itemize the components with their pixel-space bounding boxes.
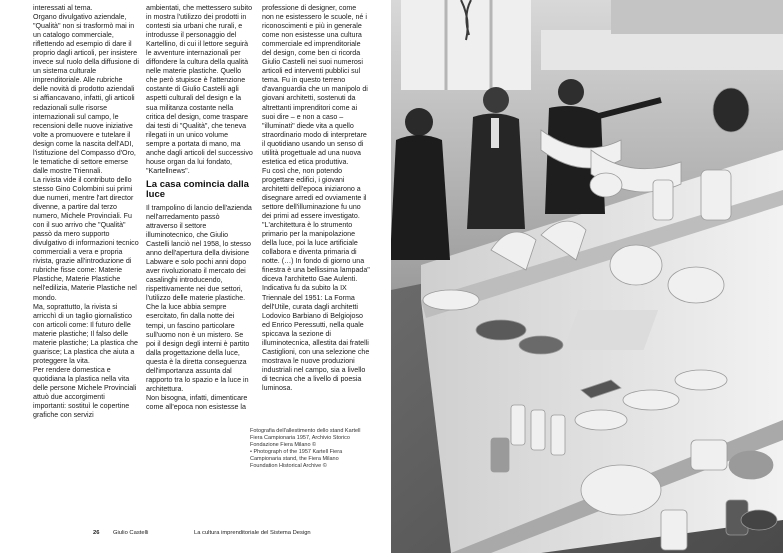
paragraph: Non bisogna, infatti, dimenticare come all'epoca non esistesse la (146, 393, 248, 411)
section-heading: La casa comincia dalla luce (146, 178, 249, 201)
paragraph: "L'architettura è lo strumento primario per la manipolazione della luce, poi la luce artificiale collabora e diventa primaria di notte. (…) In fondo di giorno una finestra è una bellissima lampada" diceva l'architetto Gae Aulenti. (262, 221, 370, 284)
caption-english: • Photograph of the 1957 Kartell Fiera Campionaria stand, the Fiera Milano Foundation Historical Archive © (250, 449, 343, 469)
right-page-photo (391, 0, 783, 553)
paragraph: Organo divulgativo aziendale, "Qualità" non si trasformò mai in un catalogo commerciale, riflettendo ad esempio di dare il proprio dagli articoli, per insistere invece sul ruolo della diffusione di un sistema culturale imprenditoriale. Alle rubriche delle novità di prodotto aziendali si affiancavano, infatti, gli articoli redazionali sulle risorse internazionali sul campo, le recensioni delle nuove iniziative volte a promuovere e tutelare il design come la nascita dell'ADI, l'istituzione del Compasso d'Oro, le tematiche di settore emerse dalle mostre Triennali. (33, 13, 139, 175)
paragraph: Fu così che, non potendo progettare edifici, i giovani architetti dell'epoca iniziarono a disegnare arredi ed ovviamente il settore dell'illuminazione fu uno dei primi ad essere investigato. (262, 166, 367, 221)
page-number: 26 (93, 530, 100, 536)
paragraph: interessati al tema. (33, 4, 93, 12)
footer-author: Giulio Castelli (113, 530, 149, 536)
paragraph: Il trampolino di lancio dell'azienda nell'arredamento passò attraverso il settore illuminotecnico, che Giulio Castelli lanciò nel 1958, lo stesso anno dell'apertura della divisione Labware e solo pochi anni dopo aver rivoluzionato il mercato dei casalinghi introducendo, rispettivamente nei due settori, l'utilizzo delle materie plastiche. (146, 203, 252, 303)
paragraph: ambientati, che mettessero subito in mostra l'utilizzo dei prodotti in contesti sia urbani che rurali, e introdusse il personaggio del Kartellino, di cui il lettore seguirà le avventure internazionali per diffondere la cultura della qualità nelle materie plastiche. Quello che però stupisce è l'attenzione costante di Giulio Castelli agli aspetti culturali del design e la sua militanza costante nella critica del design, come traspare dai testi di "Qualità", che teneva rilegati in un unico volume sempre a portata di mano, ma anche dagli articoli del successivo house organ da lui fondato, "Kartellnews". (146, 4, 253, 175)
caption-italian: Fotografia dell'allestimento dello stand Kartell Fiera Campionaria 1957, Archivio Storico Fondazione Fiera Milano © (250, 428, 361, 448)
paragraph: Ma, soprattutto, la rivista si arricchì di un taglio giornalistico con articoli come: Il futuro delle materie plastiche; Il falso delle materie plastiche; La plastica che guarisce; La plastica che aiuta a proteggere la vita. (33, 302, 138, 365)
text-column-3 (262, 4, 370, 393)
left-page (0, 0, 391, 553)
paragraph: Per rendere domestica e quotidiana la plastica nella vita delle persone Michele Provinciali attuò due accorgimenti importanti: sostituì le copertine grafiche con servizi (33, 365, 137, 420)
footer-title: La cultura imprenditoriale del Sistema Design (194, 530, 311, 536)
photo-caption (250, 428, 362, 470)
paragraph: La rivista vide il contributo dello stesso Gino Colombini sui primi due numeri, mentre l'art director divenne, a partire dal terzo numero, Michele Provinciali. Fu con il suo arrivo che "Qualità" passò da mero supporto divulgativo di informazioni tecnico commerciali a vera e propria rivista, grazie all'introduzione di rubriche fisse come: Materie Plastiche, Materie Plastiche nell'edilizia, Materie Plastiche nel mondo. (33, 175, 139, 302)
paragraph: Indicativa fu da subito la IX Triennale del 1951: La Forma dell'Utile, curata dagli architetti Lodovico Barbiano di Belgiojoso ed Enrico Peressutti, nella quale spiccava la sezione di illuminotecnica, allestita dai fratelli Castiglioni, con una selezione che mostrava le nuove produzioni industriali nel campo, sia a livello di tecnica che a livello di poesia luminosa. (262, 284, 370, 392)
paragraph: Che la luce abbia sempre esercitato, fin dalla notte dei tempi, un fascino particolare sull'uomo non è un mistero. Se poi il design degli interni è partito dalla progettazione della luce, questa è la diretta conseguenza dell'importanza assunta dal rapporto tra lo spazio e la luce in architettura. (146, 303, 250, 393)
text-column-1 (33, 4, 139, 420)
grid-tray (564, 310, 659, 350)
upper-display-shelf (541, 30, 783, 70)
text-column-2 (146, 4, 253, 412)
trade-fair-stand-photo (391, 0, 783, 553)
paragraph: professione di designer, come non ne esistessero le scuole, né i riconoscimenti e più in generale come non esistesse una cultura commerciale ed imprenditoriale del design, come ben ci ricorda Giulio Castelli nei suoi numerosi articoli ed interventi pubblici sul tema. Fu in questo terreno d'avanguardia che un manipolo di giovani architetti, sostenuti da altrettanti imprenditori come ai suoi dire – e non a caso – "illuminati" diede vita a quello straordinario modo di interpretare il quotidiano usando un senso di utilità progettuale ad una nuova estetica ed etica produttiva. (262, 4, 368, 166)
